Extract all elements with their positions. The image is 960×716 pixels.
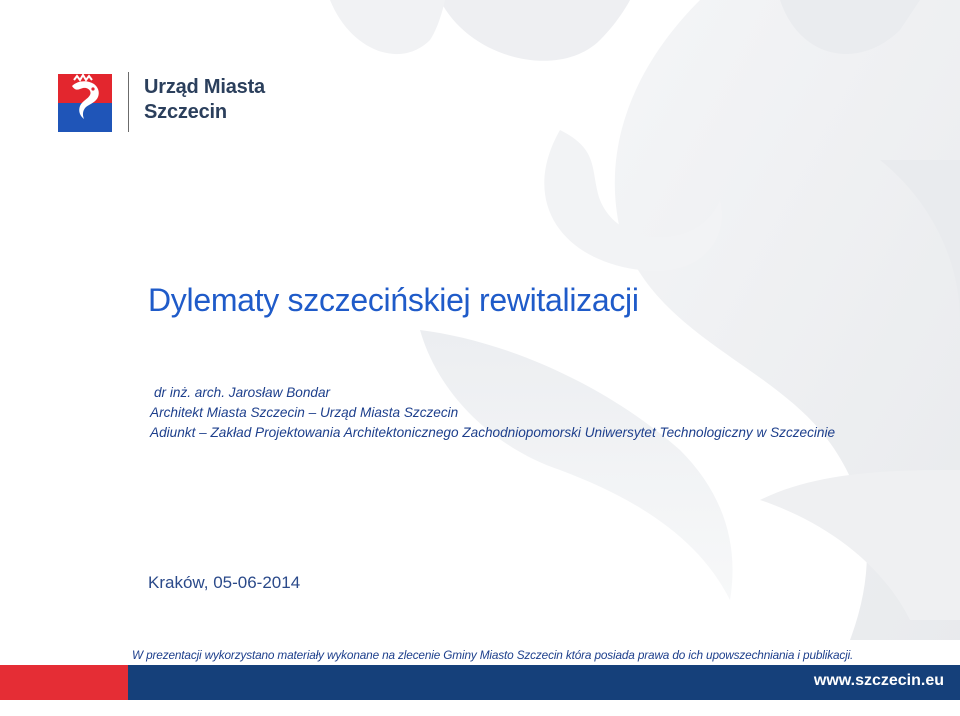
- logo-line-2: Szczecin: [144, 101, 227, 123]
- copyright-note: W prezentacji wykorzystano materiały wykonane na zlecenie Gminy Miasto Szczecin która posiada prawa do ich upowszechniania i publikacji.: [132, 648, 854, 662]
- logo-divider: [128, 72, 129, 132]
- author-role-2: Adiunkt – Zakład Projektowania Architektonicznego Zachodniopomorski Uniwersytet Technologiczny w Szczecinie: [150, 425, 836, 440]
- szczecin-griffin-logo-icon: [58, 74, 112, 132]
- author-role-1: Architekt Miasta Szczecin – Urząd Miasta Szczecin: [150, 405, 459, 420]
- author-block: [150, 383, 835, 443]
- slide-title: Dylematy szczecińskiej rewitalizacji: [148, 282, 639, 318]
- footer-bar-red: [0, 665, 128, 700]
- bottom-strip: [0, 700, 960, 716]
- footer-bar: [0, 665, 960, 700]
- author-name: dr inż. arch. Jarosław Bondar: [154, 385, 331, 400]
- logo-wordmark: [144, 75, 304, 125]
- presentation-date: Kraków, 05-06-2014: [148, 573, 301, 592]
- logo-line-1: Urząd Miasta: [144, 76, 265, 98]
- website-url[interactable]: www.szczecin.eu: [813, 672, 944, 689]
